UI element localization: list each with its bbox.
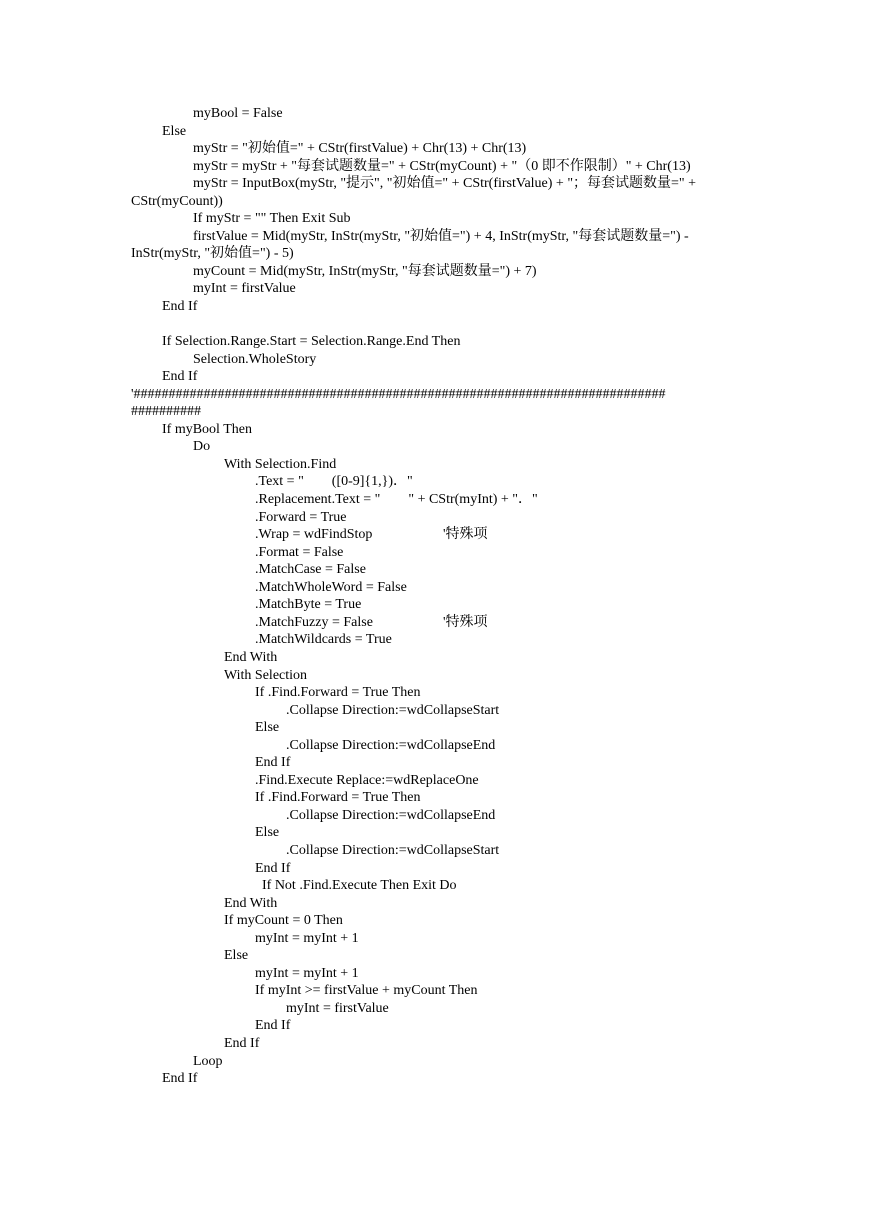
code-text: myStr = "初始值=" + CStr(firstValue) + Chr(13) + Chr(13) bbox=[193, 141, 527, 157]
code-line bbox=[131, 772, 741, 790]
code-line bbox=[131, 526, 741, 544]
code-line bbox=[131, 1035, 741, 1053]
code-line bbox=[131, 438, 741, 456]
code-line bbox=[131, 333, 741, 351]
code-comment: '特殊项 bbox=[443, 614, 488, 630]
code-text: End With bbox=[224, 649, 278, 665]
code-text: .Find.Execute Replace:=wdReplaceOne bbox=[255, 772, 479, 788]
code-text: myInt = firstValue bbox=[193, 281, 296, 297]
code-text: Loop bbox=[193, 1053, 223, 1069]
code-line bbox=[131, 421, 741, 439]
code-text: .Collapse Direction:=wdCollapseStart bbox=[286, 702, 500, 718]
code-text: End If bbox=[162, 299, 198, 315]
code-text: Do bbox=[193, 439, 211, 455]
code-text: CStr(myCount)) bbox=[131, 193, 223, 209]
code-line bbox=[131, 280, 741, 298]
code-line bbox=[131, 579, 741, 597]
code-text: End If bbox=[224, 1035, 260, 1051]
code-line bbox=[131, 245, 741, 263]
code-text: .MatchWholeWord = False bbox=[255, 579, 407, 595]
code-line bbox=[131, 1070, 741, 1088]
code-text: .Forward = True bbox=[255, 509, 347, 525]
code-line bbox=[131, 596, 741, 614]
code-text: myStr = InputBox(myStr, "提示", "初始值=" + CStr(firstValue) + "；每套试题数量=" + bbox=[193, 176, 697, 192]
code-line bbox=[131, 895, 741, 913]
code-line bbox=[131, 105, 741, 123]
code-text: If .Find.Forward = True Then bbox=[255, 790, 421, 806]
code-text: If myBool Then bbox=[162, 421, 252, 437]
code-line bbox=[131, 947, 741, 965]
code-line bbox=[131, 649, 741, 667]
code-text: myInt = myInt + 1 bbox=[255, 965, 359, 981]
code-line bbox=[131, 544, 741, 562]
code-text: .Text = " ([0-9]{1,})．" bbox=[255, 474, 413, 490]
code-line bbox=[131, 561, 741, 579]
code-text: .Format = False bbox=[255, 544, 344, 560]
code-text: End If bbox=[162, 1071, 198, 1087]
code-line bbox=[131, 965, 741, 983]
code-line bbox=[131, 824, 741, 842]
code-listing bbox=[131, 105, 741, 1088]
code-text: With Selection bbox=[224, 667, 308, 683]
code-text: If myInt >= firstValue + myCount Then bbox=[255, 983, 478, 999]
code-text: .MatchFuzzy = False bbox=[255, 614, 373, 630]
code-text: .MatchWildcards = True bbox=[255, 632, 392, 648]
code-line bbox=[131, 491, 741, 509]
code-line bbox=[131, 614, 741, 632]
code-text: ########## bbox=[131, 404, 201, 420]
code-text: If Not .Find.Execute Then Exit Do bbox=[255, 878, 457, 894]
code-line bbox=[131, 1000, 741, 1018]
code-line bbox=[131, 368, 741, 386]
code-line bbox=[131, 860, 741, 878]
code-line bbox=[131, 719, 741, 737]
code-line bbox=[131, 930, 741, 948]
code-text: firstValue = Mid(myStr, InStr(myStr, "初始值=") + 4, InStr(myStr, "每套试题数量=") - bbox=[193, 228, 689, 244]
code-line bbox=[131, 982, 741, 1000]
code-text: .Collapse Direction:=wdCollapseEnd bbox=[286, 807, 496, 823]
code-text: End With bbox=[224, 895, 278, 911]
code-text: .Wrap = wdFindStop bbox=[255, 527, 373, 543]
code-text: End If bbox=[255, 1018, 291, 1034]
code-line bbox=[131, 298, 741, 316]
code-text: myInt = firstValue bbox=[286, 1000, 389, 1016]
code-comment: '特殊项 bbox=[443, 527, 488, 543]
code-text: .MatchByte = True bbox=[255, 597, 362, 613]
code-text: If myCount = 0 Then bbox=[224, 913, 343, 929]
code-line bbox=[131, 228, 741, 246]
code-line bbox=[131, 140, 741, 158]
code-line bbox=[131, 263, 741, 281]
code-text: InStr(myStr, "初始值=") - 5) bbox=[131, 246, 294, 262]
code-line bbox=[131, 210, 741, 228]
code-line bbox=[131, 667, 741, 685]
code-text: End If bbox=[255, 755, 291, 771]
code-text: .Collapse Direction:=wdCollapseEnd bbox=[286, 737, 496, 753]
code-text: myStr = myStr + "每套试题数量=" + CStr(myCount) + "（0 即不作限制）" + Chr(13) bbox=[193, 158, 691, 174]
code-line bbox=[131, 631, 741, 649]
code-line bbox=[131, 877, 741, 895]
code-text: Else bbox=[224, 948, 249, 964]
code-line bbox=[131, 842, 741, 860]
code-text: End If bbox=[255, 860, 291, 876]
code-text: Else bbox=[162, 123, 187, 139]
code-text: myBool = False bbox=[193, 106, 283, 121]
code-line bbox=[131, 1053, 741, 1071]
code-line bbox=[131, 754, 741, 772]
code-text: If Selection.Range.Start = Selection.Range.End Then bbox=[162, 334, 461, 350]
code-text: .Replacement.Text = " " + CStr(myInt) + "．" bbox=[255, 492, 538, 508]
code-text: .Collapse Direction:=wdCollapseStart bbox=[286, 842, 500, 858]
code-line bbox=[131, 789, 741, 807]
code-line bbox=[131, 193, 741, 211]
code-text: With Selection.Find bbox=[224, 456, 337, 472]
code-text: myCount = Mid(myStr, InStr(myStr, "每套试题数量=") + 7) bbox=[193, 263, 537, 279]
code-line bbox=[131, 123, 741, 141]
code-text: Else bbox=[255, 720, 280, 736]
code-line bbox=[131, 403, 741, 421]
code-line bbox=[131, 737, 741, 755]
code-line bbox=[131, 912, 741, 930]
code-line bbox=[131, 684, 741, 702]
code-line bbox=[131, 509, 741, 527]
code-line bbox=[131, 807, 741, 825]
code-text: Selection.WholeStory bbox=[193, 351, 317, 367]
code-line bbox=[131, 1017, 741, 1035]
code-text: End If bbox=[162, 369, 198, 385]
code-text: '############################################################################ bbox=[131, 386, 666, 402]
code-line bbox=[131, 158, 741, 176]
code-line bbox=[131, 456, 741, 474]
code-line bbox=[131, 316, 741, 334]
code-line bbox=[131, 175, 741, 193]
code-text: myInt = myInt + 1 bbox=[255, 930, 359, 946]
code-text: If myStr = "" Then Exit Sub bbox=[193, 211, 351, 227]
code-line bbox=[131, 351, 741, 369]
code-text: Else bbox=[255, 825, 280, 841]
code-text: If .Find.Forward = True Then bbox=[255, 685, 421, 701]
code-line bbox=[131, 702, 741, 720]
code-line bbox=[131, 386, 741, 404]
code-line bbox=[131, 473, 741, 491]
code-text: .MatchCase = False bbox=[255, 562, 366, 578]
